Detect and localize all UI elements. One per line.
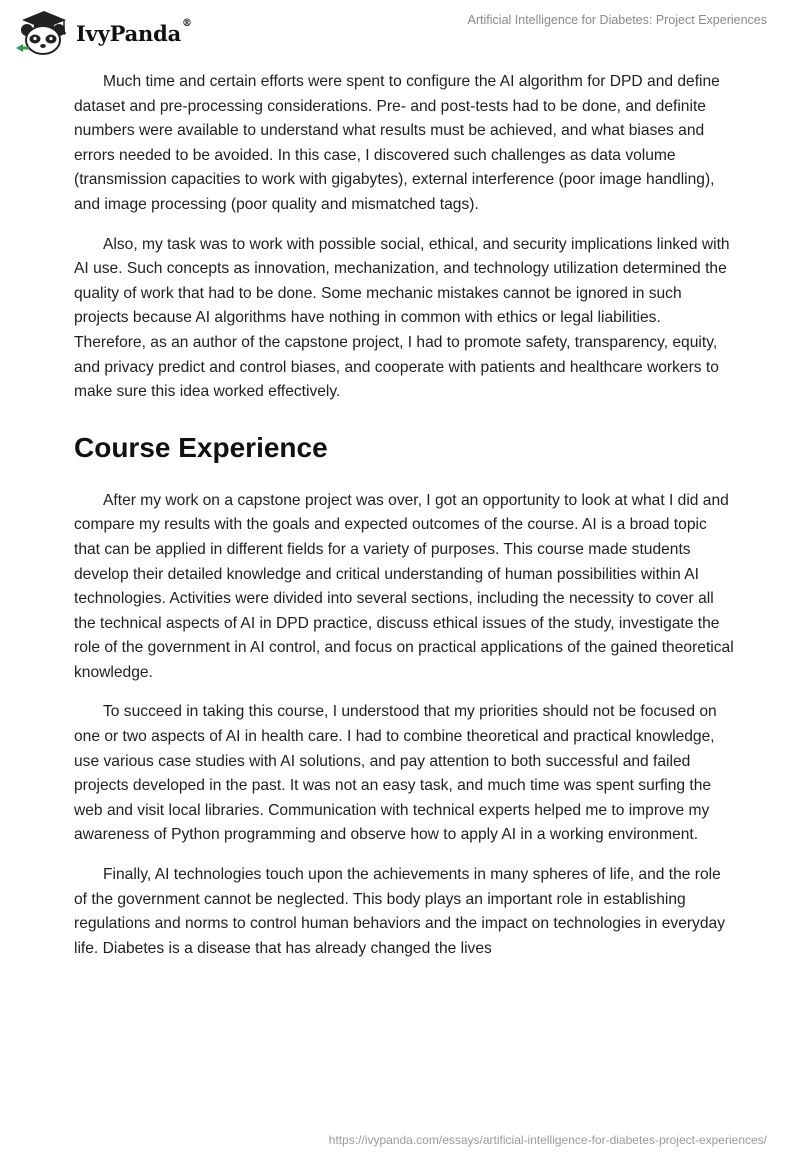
brand-name: IvyPanda® <box>76 17 192 46</box>
page-header <box>0 0 800 70</box>
source-url[interactable]: https://ivypanda.com/essays/artificial-intelligence-for-diabetes-project-experiences/ <box>328 1133 767 1147</box>
paragraph: Finally, AI technologies touch upon the achievements in many spheres of life, and the role of the government cannot be neglected. This body plays an important role in establishing regulations and norms to control human behaviors and the impact on technologies in everyday life. Diabetes is a disease that has already changed the lives <box>74 866 725 957</box>
panda-logo-icon <box>14 8 72 58</box>
paragraph: After my work on a capstone project was over, I got an opportunity to look at what I did and compare my results with the goals and expected outcomes of the course. AI is a broad topic that can be applied in different fields for a variety of purposes. This course made students develop their detailed knowledge and critical understanding of human possibilities within AI technologies. Activities were divided into several sections, including the necessity to cover all the technical aspects of AI in DPD practice, discuss ethical issues of the study, investigate the role of the government in AI control, and focus on practical applications of the gained theoretical knowledge. <box>74 491 734 681</box>
essay-content <box>74 70 734 976</box>
site-logo[interactable] <box>14 8 192 58</box>
paragraph: To succeed in taking this course, I understood that my priorities should not be focused on one or two aspects of AI in health care. I had to combine theoretical and practical knowledge, use various case studies with AI solutions, and pay attention to both successful and failed projects developed in the past. It was not an easy task, and much time was spent surfing the web and visit local libraries. Communication with technical experts helped me to improve my awareness of Python programming and observe how to apply AI in a working environment. <box>74 703 717 844</box>
registered-mark: ® <box>182 17 192 29</box>
paragraph: Also, my task was to work with possible social, ethical, and security implications linked with AI use. Such concepts as innovation, mechanization, and technology utilization determined the quality of work that had to be done. Some mechanic mistakes cannot be ignored in such projects because AI algorithms have nothing in common with ethics or legal liabilities. Therefore, as an author of the capstone project, I had to promote safety, transparency, equity, and privacy predict and control biases, and cooperate with patients and healthcare workers to make sure this idea worked effectively. <box>74 235 730 401</box>
section-heading: Course Experience <box>74 431 328 463</box>
document-title: Artificial Intelligence for Diabetes: Project Experiences <box>467 13 767 27</box>
paragraph: Much time and certain efforts were spent to configure the AI algorithm for DPD and define dataset and pre-processing considerations. Pre- and post-tests had to be done, and definite numbers were available to understand what results must be achieved, and what biases and errors needed to be avoided. In this case, I discovered such challenges as data volume (transmission capacities to work with gigabytes), external interference (poor image handling), and image processing (poor quality and mismatched tags). <box>74 73 720 213</box>
